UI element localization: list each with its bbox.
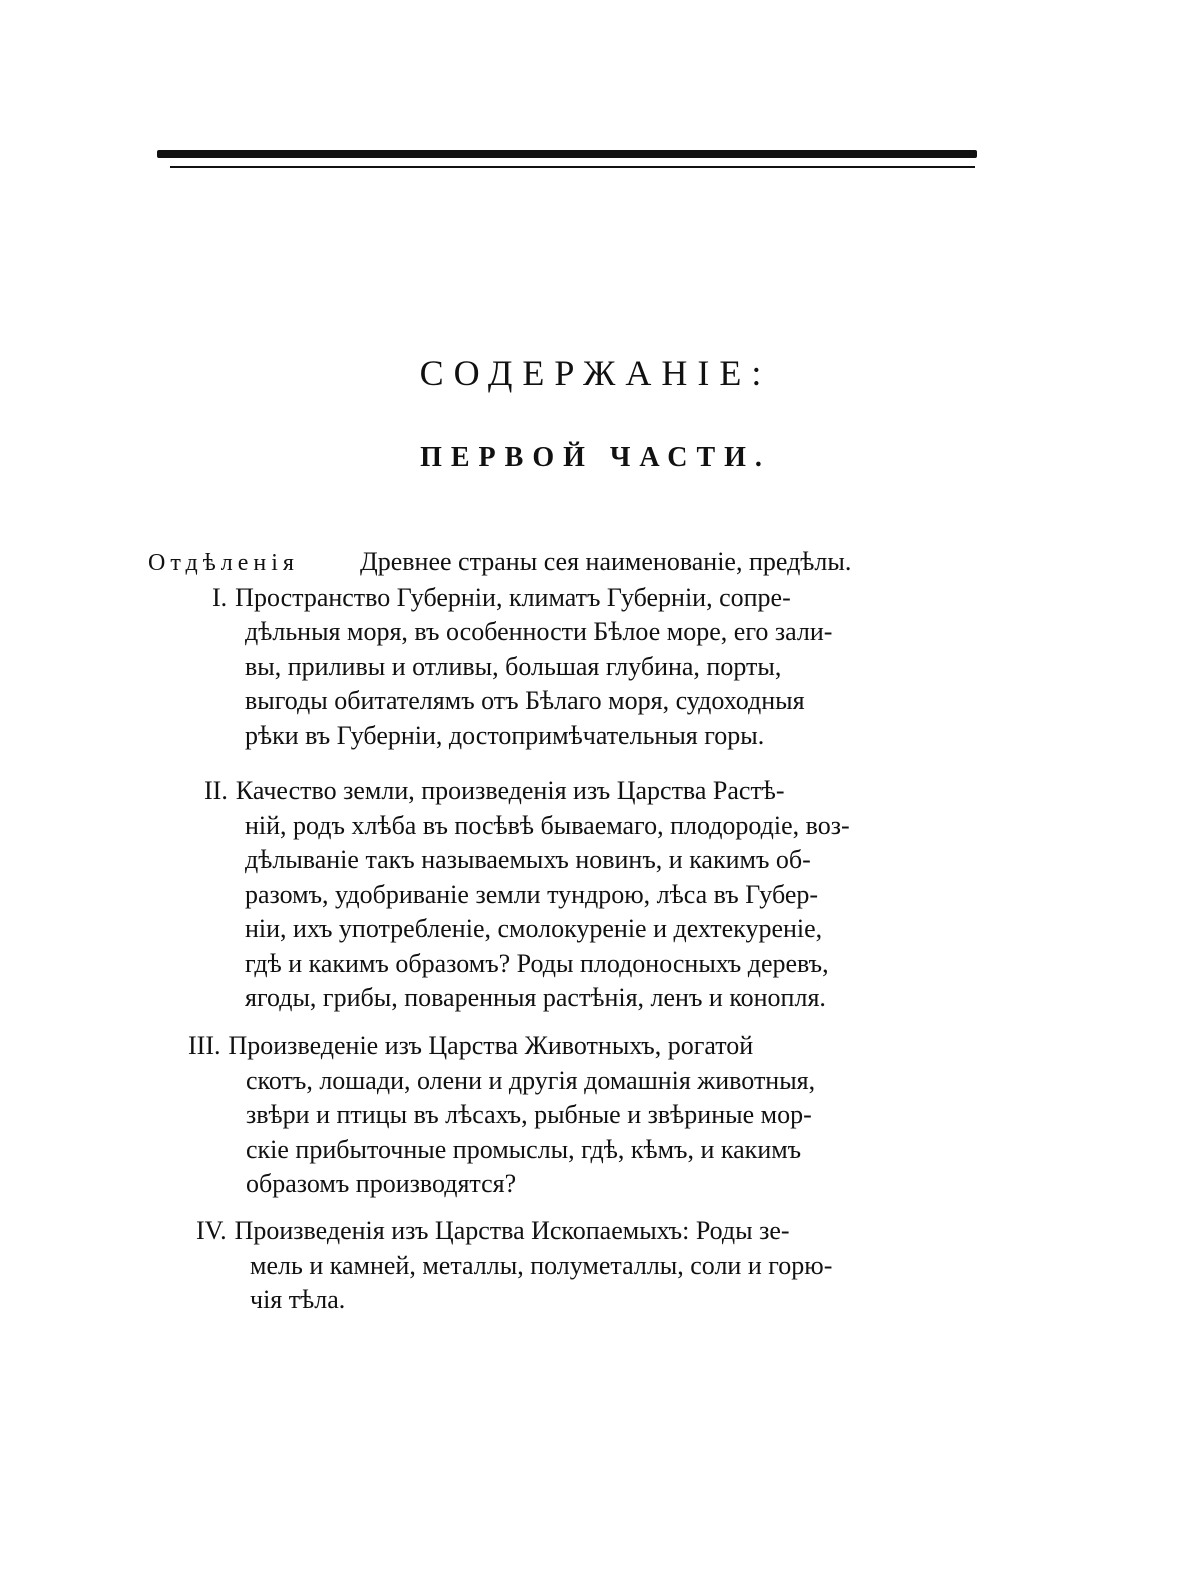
section-label: Отдѣленія	[148, 550, 299, 576]
contents-section-4	[148, 1214, 1008, 1318]
section-3-line-5: образомъ производятся?	[246, 1169, 517, 1198]
section-3-first-line	[148, 1029, 1008, 1064]
section-2-line-6: гдѣ и какимъ образомъ? Роды плодоносныхъ деревъ,	[245, 948, 829, 978]
section-1-line-5: выгоды обитателямъ отъ Бѣлаго моря, судоходныя	[245, 686, 805, 715]
section-1-second-line	[148, 581, 1008, 616]
section-2-line-5: ніи, ихъ употребленіе, смолокуреніе и дехтекуреніе,	[245, 914, 823, 943]
section-2-numeral: II.	[204, 776, 228, 805]
section-4-first-line	[148, 1214, 1008, 1249]
section-2-line-1: Качество земли, произведенія изъ Царства Растѣ-	[235, 776, 785, 805]
section-2-first-line	[148, 774, 1008, 809]
section-1-line-2: Пространство Губерніи, климатъ Губерніи, сопре-	[235, 582, 791, 612]
section-3-line-2: скотъ, лошади, олени и другія домашнія животныя,	[246, 1065, 816, 1095]
section-2-line-4: разомъ, удобриваніе земли тундрою, лѣса въ Губер-	[245, 879, 819, 909]
section-1-line-4: вы, приливы и отливы, большая глубина, порты,	[245, 651, 782, 681]
section-2-line-3: дѣлываніе такъ называемыхъ новинъ, и какимъ об-	[245, 845, 811, 874]
section-4-line-1: Произведенія изъ Царства Ископаемыхъ: Роды зе-	[234, 1216, 790, 1245]
contents-section-1	[148, 545, 1008, 753]
section-1-numeral: I.	[212, 582, 228, 612]
section-1-line-3: дѣльныя моря, въ особенности Бѣлое море, его зали-	[245, 617, 833, 646]
top-rule-thick	[157, 150, 977, 158]
page-subtitle: ПЕРВОЙ ЧАСТИ.	[420, 442, 771, 473]
contents-section-3	[148, 1029, 1008, 1202]
section-3-line-1: Произведеніе изъ Царства Животныхъ, рогатой	[228, 1031, 754, 1060]
section-3-line-3: звѣри и птицы въ лѣсахъ, рыбные и звѣриные мор-	[246, 1100, 812, 1129]
section-3-line-4: скіе прибыточные промыслы, гдѣ, кѣмъ, и какимъ	[246, 1134, 802, 1164]
page-title: СОДЕРЖАНІЕ:	[419, 353, 772, 393]
section-2-line-7: ягоды, грибы, поваренныя растѣнія, ленъ и конопля.	[245, 983, 826, 1012]
section-1-line-6: рѣки въ Губерніи, достопримѣчательныя горы.	[245, 720, 765, 750]
section-3-numeral: III.	[188, 1031, 221, 1060]
top-rule-thin	[170, 166, 975, 168]
contents-section-2	[148, 774, 1008, 1016]
section-2-line-2: ній, родъ хлѣба въ посѣвѣ бываемаго, плодородіе, воз-	[245, 810, 850, 840]
section-4-numeral: IV.	[196, 1216, 227, 1245]
section-1-first-line	[148, 545, 1008, 581]
section-4-line-3: чія тѣла.	[250, 1285, 346, 1314]
section-1-line-1: Древнее страны сея наименованіе, предѣлы.	[360, 547, 852, 576]
section-4-line-2: мель и камней, металлы, полуметаллы, соли и горю-	[250, 1250, 833, 1280]
